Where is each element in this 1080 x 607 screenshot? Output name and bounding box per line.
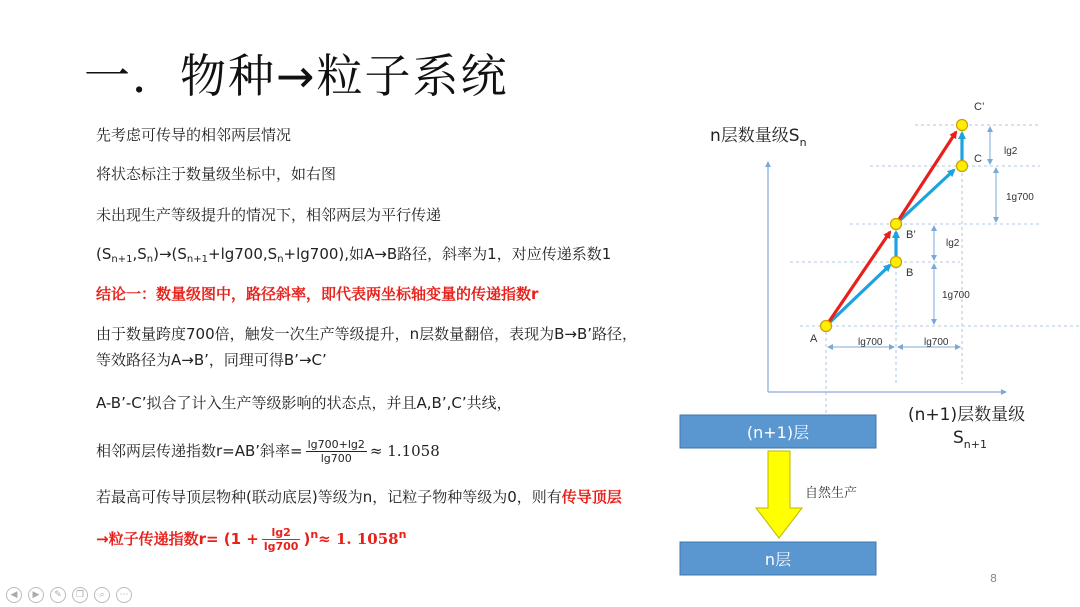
text-line-6a: 由于数量跨度700倍，触发一次生产等级提升，n层数量翻倍，表现为B→B’路径， xyxy=(96,325,638,343)
l10-pre: →粒子传递指数r= (1 + xyxy=(96,530,259,548)
fraction-denominator-2: lg700 xyxy=(263,540,299,553)
text-line-3: 未出现生产等级提升的情况下，相邻两层为平行传递 xyxy=(96,206,442,224)
dim-label-h1: lg700 xyxy=(858,337,883,348)
slide-nav-bar xyxy=(6,587,132,603)
dim-label-h2: lg700 xyxy=(924,337,949,348)
slide-title: 一．物种→粒子系统 xyxy=(84,49,509,103)
l9-pre: 若最高可传导顶层物种(联动底层)等级为n，记粒子物种等级为0，则有 xyxy=(96,488,562,506)
dim-label-v-bb: lg2 xyxy=(946,238,960,249)
x-axis-label: (n+1)层数量级 xyxy=(908,405,1026,425)
point-b xyxy=(891,257,902,268)
l4-sub: n xyxy=(146,254,154,265)
dim-label-v-ab: 1g700 xyxy=(942,290,970,301)
label-b: B xyxy=(906,267,914,279)
dim-label-v-cc: lg2 xyxy=(1004,146,1018,157)
more-icon[interactable]: ⋯ xyxy=(116,587,132,603)
text-line-6b: 等效路径为A→B’，同理可得B’→C’ xyxy=(96,351,327,369)
text-line-1: 先考虑可传导的相邻两层情况 xyxy=(96,126,292,144)
x-axis-label-2 xyxy=(953,428,987,451)
l4-part: +lg700),如A→B路径，斜率为1，对应传递系数1 xyxy=(283,245,612,263)
down-arrow-icon xyxy=(756,451,802,538)
l10-approx: ≈ 1. 1058 xyxy=(318,530,399,548)
y-axis-label-text: n层数量级S xyxy=(710,126,800,146)
l4-sub: n+1 xyxy=(111,254,133,265)
l4-part: )→(S xyxy=(153,245,187,263)
point-a xyxy=(821,321,832,332)
l10-exp: n xyxy=(310,528,319,541)
dim-label-v-bc: 1g700 xyxy=(1006,192,1034,203)
point-c xyxy=(957,161,968,172)
pen-icon[interactable]: ✎ xyxy=(50,587,66,603)
label-c-prime: C’ xyxy=(974,101,985,113)
l4-part: ,S xyxy=(132,245,147,263)
guide-lines xyxy=(790,125,1080,420)
box-upper-label: (n+1)层 xyxy=(746,423,810,442)
y-axis-label-sub: n xyxy=(799,136,807,149)
l10-exp2: n xyxy=(398,528,407,541)
fraction-numerator: lg700+lg2 xyxy=(307,438,365,451)
l4-part: (S xyxy=(96,245,112,263)
label-b-prime: B’ xyxy=(906,229,916,241)
l4-part: +lg700,S xyxy=(208,245,278,263)
next-icon[interactable]: ▶ xyxy=(28,587,44,603)
zoom-icon[interactable]: ⌕ xyxy=(94,587,110,603)
point-c-prime xyxy=(957,120,968,131)
fraction-numerator-2: lg2 xyxy=(262,526,301,540)
box-lower-label: n层 xyxy=(764,550,792,569)
label-c: C xyxy=(974,153,982,165)
l8-pre: 相邻两层传递指数r=AB’斜率= xyxy=(96,442,303,460)
l8-result: ≈ 1.1058 xyxy=(369,442,440,460)
l9-red: 传导顶层 xyxy=(561,488,622,506)
fraction-denominator: lg700 xyxy=(320,452,352,465)
copy-icon[interactable]: ❐ xyxy=(72,587,88,603)
point-b-prime xyxy=(891,219,902,230)
l4-sub: n xyxy=(277,254,284,265)
label-a: A xyxy=(810,333,818,345)
red-paths xyxy=(826,132,956,326)
x-axis-label-s: S xyxy=(953,428,964,448)
l4-sub: n+1 xyxy=(186,254,208,265)
page-number: 8 xyxy=(990,572,997,585)
text-line-2: 将状态标注于数量级坐标中，如右图 xyxy=(96,165,337,183)
x-axis-label-sub: n+1 xyxy=(963,438,987,451)
conclusion-line: 结论一：数量级图中，路径斜率，即代表两坐标轴变量的传递指数r xyxy=(96,285,539,303)
l10-mid: ) xyxy=(303,530,311,548)
prev-icon[interactable]: ◀ xyxy=(6,587,22,603)
flow-label: 自然生产 xyxy=(805,486,858,501)
text-line-7: A-B’-C’拟合了计入生产等级影响的状态点，并且A,B’,C’共线， xyxy=(96,394,512,412)
y-axis-label xyxy=(710,126,807,149)
